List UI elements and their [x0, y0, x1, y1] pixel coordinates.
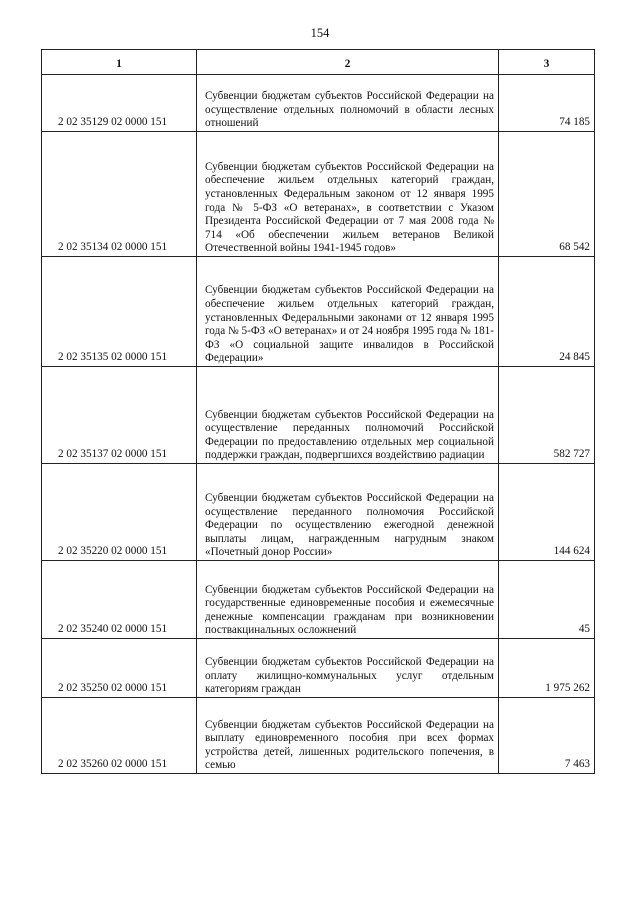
income-code: 2 02 35250 02 0000 151: [42, 639, 197, 698]
table-row: [42, 464, 595, 561]
income-amount: 74 185: [499, 75, 595, 132]
table-row: [42, 561, 595, 639]
table-row: [42, 367, 595, 464]
income-amount: 68 542: [499, 132, 595, 257]
income-code: 2 02 35129 02 0000 151: [42, 75, 197, 132]
income-amount: 24 845: [499, 257, 595, 367]
income-code: 2 02 35240 02 0000 151: [42, 561, 197, 639]
income-description: Субвенции бюджетам субъектов Российской Федерации на осуществление переданного полномочия Российской Федерации по осуществлению ежегодной денежной выплаты лицам, награжденным нагрудным знаком «Почетный донор России»: [197, 464, 499, 561]
income-code: 2 02 35134 02 0000 151: [42, 132, 197, 257]
income-description: Субвенции бюджетам субъектов Российской Федерации на государственные единовременные пособия и ежемесячные денежные компенсации гражданам при возникновении поствакцинальных осложнений: [197, 561, 499, 639]
income-amount: 7 463: [499, 698, 595, 774]
budget-table: [41, 49, 595, 774]
income-description: Субвенции бюджетам субъектов Российской Федерации на обеспечение жильем отдельных категорий граждан, установленных Федеральным законом от 12 января 1995 года № 5-ФЗ «О ветеранах», в соответствии с Указом Президента Российской Федерации от 7 мая 2008 года № 714 «Об обеспечении жильем ветеранов Великой Отечественной войны 1941-1945 годов»: [197, 132, 499, 257]
column-header-3: 3: [499, 50, 595, 75]
income-description: Субвенции бюджетам субъектов Российской Федерации на осуществление переданных полномочий Российской Федерации по предоставлению отдельных мер социальной поддержки граждан, подвергшихся воздействию радиации: [197, 367, 499, 464]
column-header-1: 1: [42, 50, 197, 75]
table-header: [42, 50, 595, 75]
table-row: [42, 698, 595, 774]
income-description: Субвенции бюджетам субъектов Российской Федерации на осуществление отдельных полномочий в области лесных отношений: [197, 75, 499, 132]
table-row: [42, 257, 595, 367]
income-amount: 45: [499, 561, 595, 639]
income-code: 2 02 35137 02 0000 151: [42, 367, 197, 464]
column-header-2: 2: [197, 50, 499, 75]
income-code: 2 02 35135 02 0000 151: [42, 257, 197, 367]
income-amount: 1 975 262: [499, 639, 595, 698]
income-description: Субвенции бюджетам субъектов Российской Федерации на обеспечение жильем отдельных категорий граждан, установленных Федеральными законами от 12 января 1995 года № 5-ФЗ «О ветеранах» и от 24 ноября 1995 года № 181-ФЗ «О социальной защите инвалидов в Российской Федерации»: [197, 257, 499, 367]
table-body: [42, 75, 595, 774]
table-row: [42, 75, 595, 132]
income-description: Субвенции бюджетам субъектов Российской Федерации на выплату единовременного пособия при всех формах устройства детей, лишенных родительского попечения, в семью: [197, 698, 499, 774]
income-code: 2 02 35220 02 0000 151: [42, 464, 197, 561]
table-row: [42, 639, 595, 698]
table-row: [42, 132, 595, 257]
income-description: Субвенции бюджетам субъектов Российской Федерации на оплату жилищно-коммунальных услуг отдельным категориям граждан: [197, 639, 499, 698]
page-number: 154: [310, 26, 330, 40]
income-code: 2 02 35260 02 0000 151: [42, 698, 197, 774]
income-amount: 144 624: [499, 464, 595, 561]
income-amount: 582 727: [499, 367, 595, 464]
